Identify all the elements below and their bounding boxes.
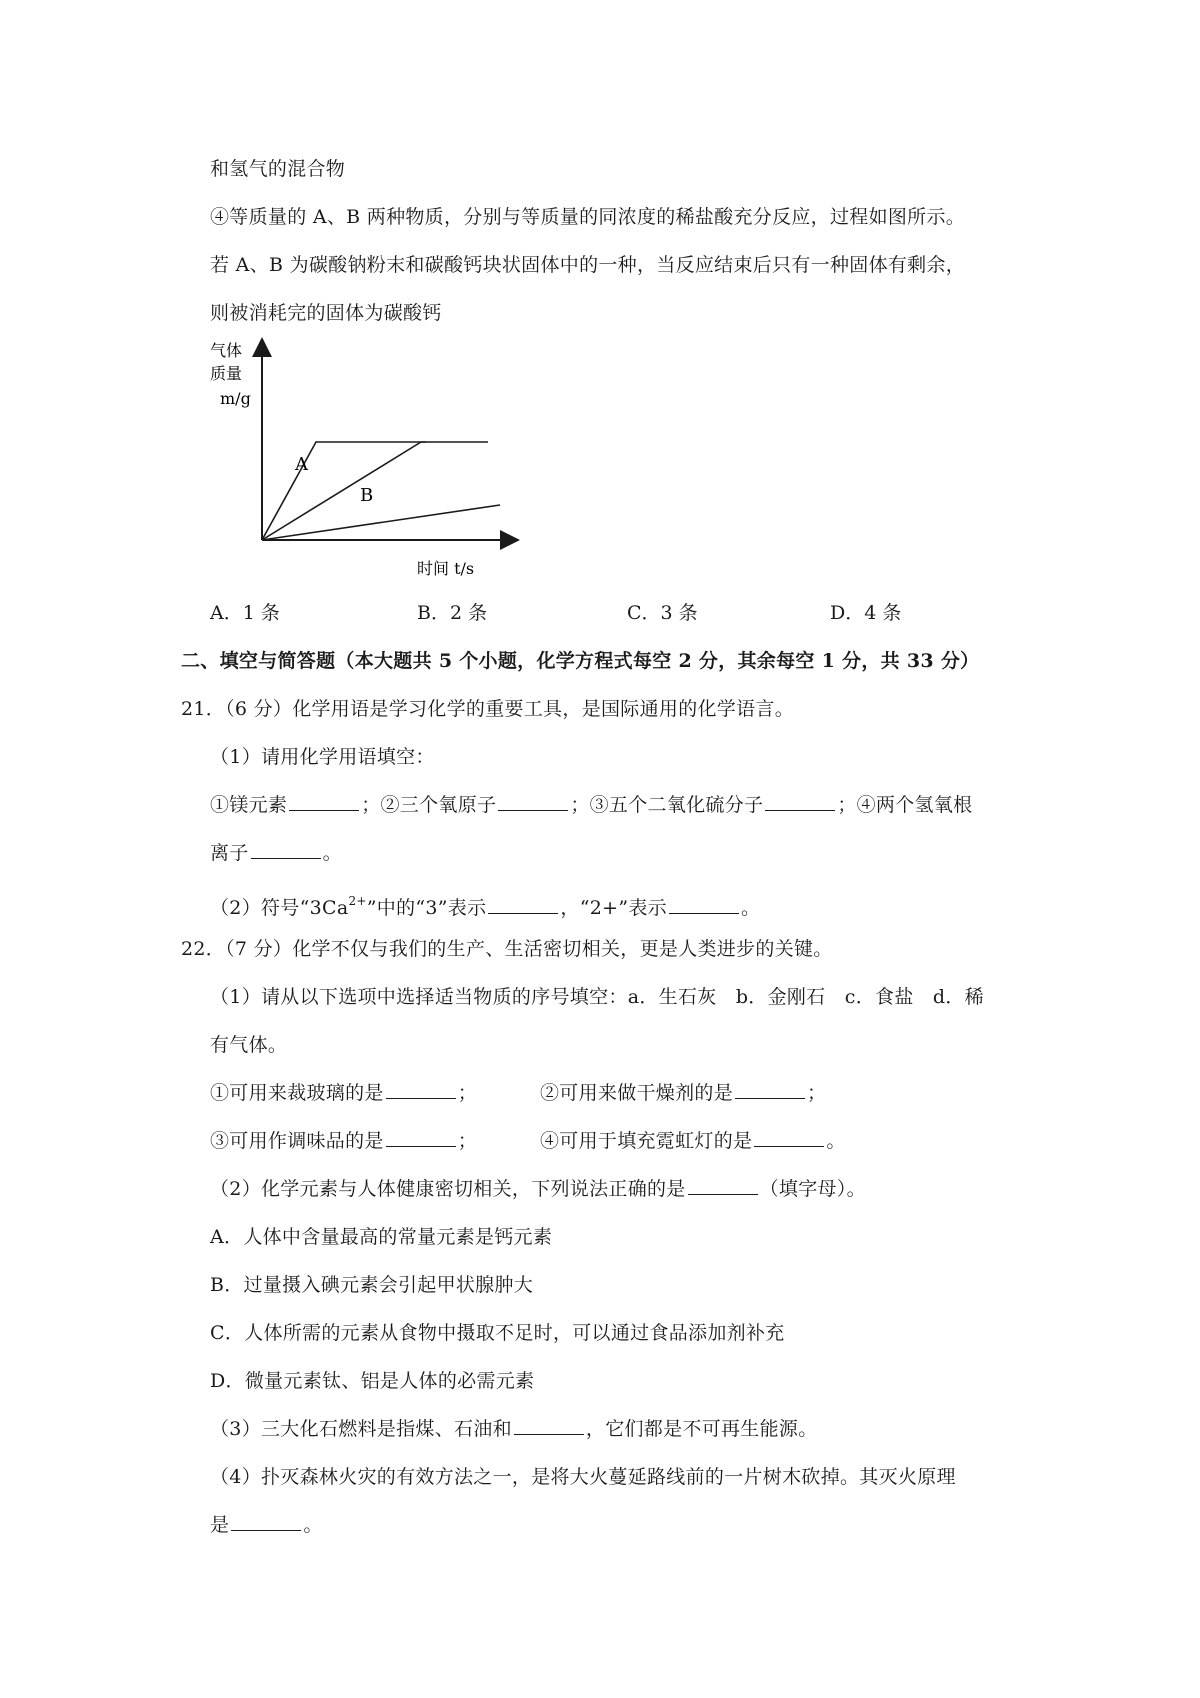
q21-p2-mid: ”中的“3”表示 [366, 897, 487, 919]
q21-a2: ；②三个氧原子 [361, 794, 497, 816]
q22-item2 [540, 1080, 826, 1106]
q22-p2-end: （填字母）。 [759, 1178, 866, 1200]
q22-item4 [540, 1128, 846, 1154]
y-label-line2: 质量 [210, 364, 243, 383]
blank-13[interactable] [231, 1512, 301, 1531]
q22-p4-end: 。 [303, 1514, 323, 1536]
q21-a1: ①镁元素 [210, 794, 288, 816]
q22-stem: 22．（7 分）化学不仅与我们的生产、生活密切相关，更是人类进步的关键。 [181, 938, 833, 960]
blank-4[interactable] [251, 840, 321, 859]
q20-line4: 则被消耗完的固体为碳酸钙 [210, 302, 442, 324]
q21-p2-mid2: ，“2+”表示 [560, 897, 667, 919]
q21-p2-sup: 2+ [348, 894, 367, 908]
q22-item1 [210, 1080, 477, 1106]
q22-part4: （4）扑灭森林火灾的有效方法之一，是将大火蔓延路线前的一片树木砍掉。其灭火原理 [210, 1466, 956, 1488]
q21-p2-end: 。 [740, 897, 761, 919]
q21-p2-start: （2）符号“3Ca [210, 897, 349, 919]
q21-a5: 离子 [210, 842, 249, 864]
q22-option-b: B．过量摄入碘元素会引起甲状腺肿大 [210, 1274, 534, 1296]
q22-i3-text: ③可用作调味品的是 [210, 1130, 384, 1152]
q22-p3-text: （3）三大化石燃料是指煤、石油和 [210, 1418, 512, 1440]
q22-i3-semi: ； [457, 1130, 478, 1152]
q21-part1: （1）请用化学用语填空： [210, 746, 435, 768]
q21-part2 [210, 888, 760, 921]
option-c: C．3 条 [627, 602, 698, 624]
curve-a-label: A [295, 454, 308, 475]
q22-i4-period: 。 [826, 1130, 846, 1152]
q22-part2 [210, 1176, 866, 1202]
blank-5[interactable] [488, 895, 558, 914]
q22-part4b [210, 1512, 323, 1538]
x-label: 时间 t/s [417, 559, 475, 578]
blank-3[interactable] [765, 792, 835, 811]
option-b: B．2 条 [417, 602, 488, 624]
q21-a3: ；③五个二氧化硫分子 [570, 794, 764, 816]
blank-1[interactable] [289, 792, 359, 811]
q21-answers-line [210, 792, 972, 818]
curve-b-label: B [360, 485, 374, 506]
blank-6[interactable] [669, 895, 739, 914]
q22-i2-semi: ； [807, 1082, 827, 1104]
blank-10[interactable] [754, 1128, 824, 1147]
q22-option-d: D．微量元素钛、铝是人体的必需元素 [210, 1370, 535, 1392]
q22-p4b-text: 是 [210, 1514, 230, 1536]
blank-9[interactable] [386, 1128, 456, 1147]
gas-mass-time-graph [205, 335, 535, 595]
q22-option-a: A．人体中含量最高的常量元素是钙元素 [210, 1226, 553, 1248]
blank-7[interactable] [386, 1080, 456, 1099]
q22-p2-text: （2）化学元素与人体健康密切相关，下列说法正确的是 [210, 1178, 686, 1200]
q21-stem: 21．（6 分）化学用语是学习化学的重要工具，是国际通用的化学语言。 [181, 698, 795, 720]
q22-option-c: C．人体所需的元素从食物中摄取不足时，可以通过食品添加剂补充 [210, 1322, 785, 1344]
option-a: A．1 条 [210, 602, 280, 624]
section-title: 二、填空与简答题（本大题共 5 个小题，化学方程式每空 2 分，其余每空 1 分，共 33 分） [181, 650, 980, 672]
blank-8[interactable] [735, 1080, 805, 1099]
q22-i1-semi: ； [457, 1082, 478, 1104]
graph-base-line [262, 505, 500, 540]
q21-a5end: 。 [322, 842, 342, 864]
q20-line2: ④等质量的 A、B 两种物质，分别与等质量的同浓度的稀盐酸充分反应，过程如图所示。 [210, 206, 966, 228]
y-label-line3: m/g [220, 389, 251, 408]
q22-i4-text: ④可用于填充霓虹灯的是 [540, 1130, 753, 1152]
q21-a4: ；④两个氢氧根 [837, 794, 973, 816]
y-label-line1: 气体 [210, 341, 243, 360]
q22-p3-end: ，它们都是不可再生能源。 [585, 1418, 818, 1440]
q21-answers-line2 [210, 840, 342, 866]
option-d: D．4 条 [830, 602, 902, 624]
blank-11[interactable] [688, 1176, 758, 1195]
q22-part1b: 有气体。 [210, 1034, 288, 1056]
q20-line1: 和氢气的混合物 [210, 158, 346, 180]
q22-part1: （1）请从以下选项中选择适当物质的序号填空：a．生石灰 b．金刚石 c．食盐 d．稀 [210, 986, 984, 1008]
q22-i2-text: ②可用来做干燥剂的是 [540, 1082, 734, 1104]
q20-line3: 若 A、B 为碳酸钠粉末和碳酸钙块状固体中的一种，当反应结束后只有一种固体有剩余， [210, 254, 966, 276]
q22-item3 [210, 1128, 477, 1154]
q22-part3 [210, 1416, 818, 1442]
q22-i1-text: ①可用来裁玻璃的是 [210, 1082, 384, 1104]
blank-12[interactable] [514, 1416, 584, 1435]
blank-2[interactable] [498, 792, 568, 811]
